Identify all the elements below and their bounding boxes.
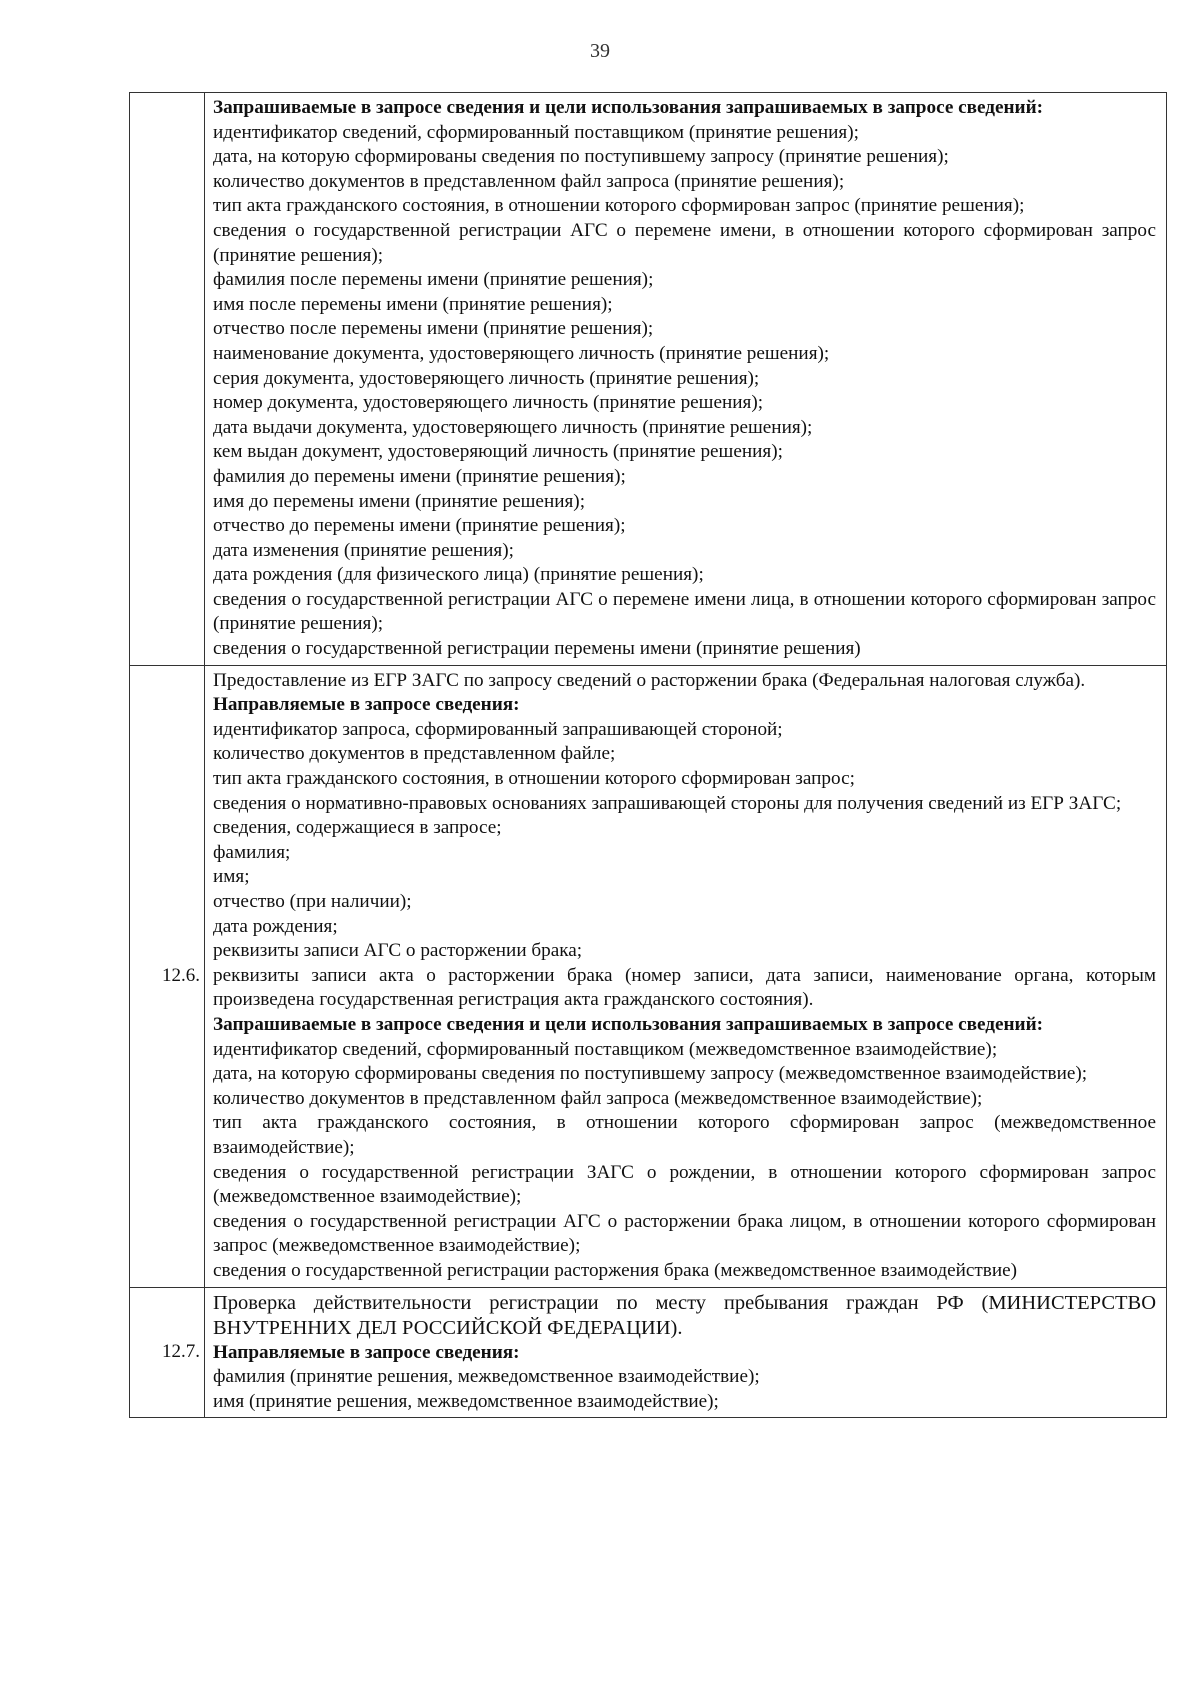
table-row [130, 93, 1167, 666]
list-item: тип акта гражданского состояния, в отношении которого сформирован запрос (принятие решения); [213, 195, 1025, 217]
list-item: Проверка действительности регистрации по месту пребывания граждан РФ (МИНИСТЕРСТВО ВНУТРЕННИХ ДЕЛ РОССИЙСКОЙ ФЕДЕРАЦИИ). [213, 1291, 1156, 1339]
list-item: сведения о государственной регистрации перемены имени (принятие решения) [213, 638, 861, 660]
document-table [129, 92, 1167, 1418]
list-item: имя до перемены имени (принятие решения); [213, 490, 586, 512]
list-item: сведения о государственной регистрации АГС о перемене имени лица, в отношении которого сформирован запрос (принятие решения); [213, 588, 1156, 635]
list-item: дата выдачи документа, удостоверяющего личность (принятие решения); [213, 416, 813, 438]
list-item: серия документа, удостоверяющего личность (принятие решения); [213, 367, 760, 389]
list-item: идентификатор запроса, сформированный запрашивающей стороной; [213, 718, 783, 740]
row-content [205, 93, 1167, 666]
list-item: дата рождения; [213, 915, 338, 937]
list-item: отчество (при наличии); [213, 891, 412, 912]
list-item: идентификатор сведений, сформированный поставщиком (принятие решения); [213, 121, 859, 143]
list-item: Предоставление из ЕГР ЗАГС по запросу сведений о расторжении брака (Федеральная налоговая служба). [213, 669, 1086, 691]
list-item: тип акта гражданского состояния, в отношении которого сформирован запрос (межведомственное взаимодействие); [213, 1112, 1156, 1158]
table-row [130, 1287, 1167, 1418]
list-item: фамилия после перемены имени (принятие решения); [213, 269, 654, 291]
list-item: сведения, содержащиеся в запросе; [213, 817, 502, 839]
list-item: количество документов в представленном файле; [213, 743, 616, 765]
list-item: фамилия до перемены имени (принятие решения); [213, 465, 626, 487]
row-number: 12.6. [130, 665, 205, 1287]
list-item: дата рождения (для физического лица) (принятие решения); [213, 564, 704, 586]
list-item: сведения о нормативно-правовых основаниях запрашивающей стороны для получения сведений из ЕГР ЗАГС; [213, 792, 1122, 814]
list-item: имя (принятие решения, межведомственное взаимодействие); [213, 1390, 719, 1412]
list-item: тип акта гражданского состояния, в отношении которого сформирован запрос; [213, 768, 855, 790]
list-item: количество документов в представленном файл запроса (межведомственное взаимодействие); [213, 1087, 983, 1109]
table-row [130, 665, 1167, 1287]
page-number: 39 [590, 40, 610, 62]
list-item: фамилия; [213, 841, 291, 863]
list-item: реквизиты записи АГС о расторжении брака; [213, 940, 583, 962]
section-heading: Запрашиваемые в запросе сведения и цели использования запрашиваемых в запросе сведений: [213, 97, 1044, 118]
list-item: наименование документа, удостоверяющего личность (принятие решения); [213, 342, 830, 364]
list-item: сведения о государственной регистрации АГС о перемене имени, в отношении которого сформирован запрос (принятие решения); [213, 219, 1156, 266]
section-heading: Направляемые в запросе сведения: [213, 694, 520, 716]
list-item: номер документа, удостоверяющего личность (принятие решения); [213, 392, 764, 414]
list-item: сведения о государственной регистрации ЗАГС о рождении, в отношении которого сформирован запрос (межведомственное взаимодействие); [213, 1161, 1156, 1208]
list-item: идентификатор сведений, сформированный поставщиком (межведомственное взаимодействие); [213, 1038, 998, 1060]
list-item: дата изменения (принятие решения); [213, 539, 514, 561]
list-item: имя после перемены имени (принятие решения); [213, 293, 613, 315]
list-item: реквизиты записи акта о расторжении брака (номер записи, дата записи, наименование органа, которым произведена государственная регистрация акта гражданского состояния). [213, 964, 1156, 1011]
list-item: количество документов в представленном файл запроса (принятие решения); [213, 170, 845, 192]
list-item: сведения о государственной регистрации АГС о расторжении брака лицом, в отношении которого сформирован запрос (межведомственное взаимодействие); [213, 1210, 1156, 1257]
list-item: отчество до перемены имени (принятие решения); [213, 515, 626, 537]
row-number: 12.7. [130, 1287, 205, 1418]
list-item: кем выдан документ, удостоверяющий личность (принятие решения); [213, 441, 783, 463]
list-item: отчество после перемены имени (принятие решения); [213, 318, 654, 340]
list-item: дата, на которую сформированы сведения по поступившему запросу (принятие решения); [213, 146, 949, 168]
list-item: имя; [213, 866, 250, 888]
row-content [205, 665, 1167, 1287]
table-body [130, 93, 1167, 1418]
section-heading: Запрашиваемые в запросе сведения и цели использования запрашиваемых в запросе сведений: [213, 1013, 1044, 1035]
row-number [130, 93, 205, 666]
list-item: сведения о государственной регистрации расторжения брака (межведомственное взаимодействие) [213, 1259, 1018, 1281]
row-content [205, 1287, 1167, 1418]
section-heading: Направляемые в запросе сведения: [213, 1341, 520, 1363]
list-item: фамилия (принятие решения, межведомственное взаимодействие); [213, 1366, 760, 1388]
list-item: дата, на которую сформированы сведения по поступившему запросу (межведомственное взаимодействие); [213, 1063, 1088, 1085]
